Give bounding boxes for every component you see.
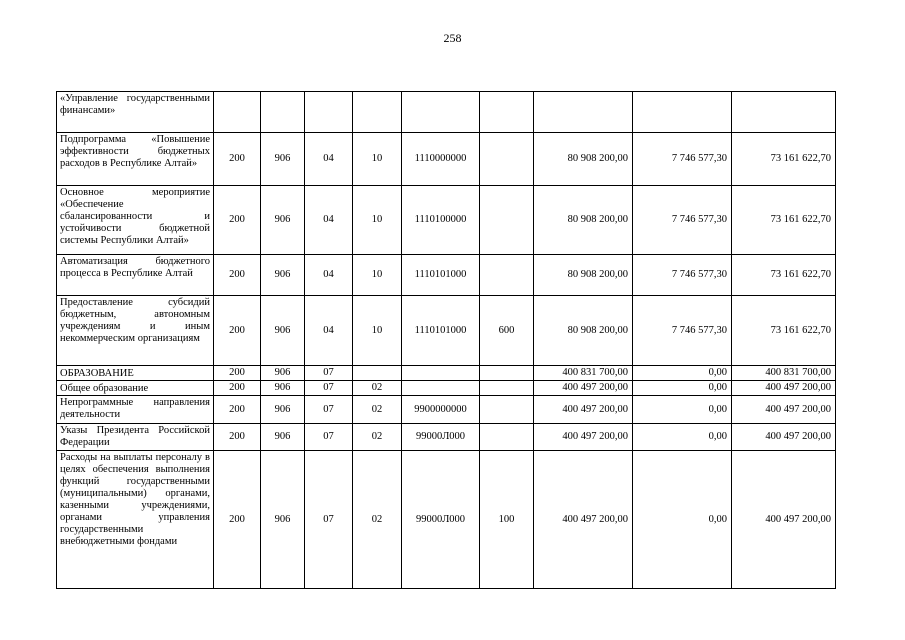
cell-code-3: 04	[305, 133, 353, 186]
cell-amount-2: 0,00	[633, 424, 732, 451]
table-row	[57, 255, 836, 296]
cell-code-5: 9900000000	[402, 396, 480, 424]
cell-amount-3	[732, 92, 836, 133]
cell-code-4: 10	[353, 133, 402, 186]
cell-code-1: 200	[214, 424, 261, 451]
cell-code-5: 1110101000	[402, 255, 480, 296]
cell-amount-1: 80 908 200,00	[534, 133, 633, 186]
cell-amount-2	[633, 92, 732, 133]
table-row	[57, 133, 836, 186]
cell-amount-2: 7 746 577,30	[633, 296, 732, 366]
cell-code-2	[261, 92, 305, 133]
cell-code-6	[480, 186, 534, 255]
cell-code-6: 100	[480, 451, 534, 589]
cell-code-2: 906	[261, 424, 305, 451]
cell-code-1: 200	[214, 296, 261, 366]
cell-amount-2: 7 746 577,30	[633, 186, 732, 255]
cell-code-1: 200	[214, 381, 261, 396]
cell-amount-3: 400 497 200,00	[732, 451, 836, 589]
cell-amount-2: 7 746 577,30	[633, 133, 732, 186]
row-name: Подпрограмма «Повышение эффективности бюджетных расходов в Республике Алтай»	[57, 133, 214, 186]
cell-amount-1	[534, 92, 633, 133]
cell-amount-3: 73 161 622,70	[732, 133, 836, 186]
cell-amount-1: 80 908 200,00	[534, 186, 633, 255]
cell-code-3: 07	[305, 366, 353, 381]
cell-code-2: 906	[261, 296, 305, 366]
row-name: Общее образование	[57, 381, 214, 396]
cell-amount-1: 80 908 200,00	[534, 296, 633, 366]
cell-amount-1: 400 497 200,00	[534, 396, 633, 424]
row-name: Непрограммные направления деятельности	[57, 396, 214, 424]
cell-amount-1: 400 497 200,00	[534, 451, 633, 589]
table-row	[57, 92, 836, 133]
table-row	[57, 424, 836, 451]
cell-code-2: 906	[261, 366, 305, 381]
cell-amount-2: 0,00	[633, 381, 732, 396]
cell-amount-2: 0,00	[633, 396, 732, 424]
table-row	[57, 366, 836, 381]
cell-amount-3: 400 497 200,00	[732, 424, 836, 451]
cell-code-2: 906	[261, 133, 305, 186]
table-row	[57, 296, 836, 366]
cell-code-5	[402, 381, 480, 396]
cell-code-5: 1110000000	[402, 133, 480, 186]
cell-code-6	[480, 381, 534, 396]
cell-code-3: 07	[305, 396, 353, 424]
cell-code-2: 906	[261, 255, 305, 296]
row-name: Автоматизация бюджетного процесса в Республике Алтай	[57, 255, 214, 296]
cell-code-3	[305, 92, 353, 133]
row-name: «Управление государственными финансами»	[57, 92, 214, 133]
cell-code-6: 600	[480, 296, 534, 366]
budget-table	[56, 91, 836, 589]
cell-code-6	[480, 255, 534, 296]
cell-code-2: 906	[261, 396, 305, 424]
cell-code-5: 99000Л000	[402, 451, 480, 589]
cell-code-6	[480, 366, 534, 381]
cell-code-6	[480, 424, 534, 451]
cell-amount-2: 0,00	[633, 451, 732, 589]
cell-amount-1: 400 497 200,00	[534, 424, 633, 451]
cell-amount-3: 73 161 622,70	[732, 255, 836, 296]
row-name: Указы Президента Российской Федерации	[57, 424, 214, 451]
cell-amount-3: 400 831 700,00	[732, 366, 836, 381]
row-name: Основное мероприятие «Обеспечение сбалансированности и устойчивости бюджетной системы Республики Алтай»	[57, 186, 214, 255]
budget-table-body	[57, 92, 836, 589]
cell-code-6	[480, 133, 534, 186]
cell-code-4: 10	[353, 186, 402, 255]
cell-code-1: 200	[214, 133, 261, 186]
cell-code-3: 07	[305, 451, 353, 589]
cell-code-1: 200	[214, 366, 261, 381]
cell-code-4	[353, 366, 402, 381]
cell-amount-1: 400 497 200,00	[534, 381, 633, 396]
cell-code-5	[402, 92, 480, 133]
cell-amount-3: 73 161 622,70	[732, 296, 836, 366]
cell-code-6	[480, 92, 534, 133]
cell-code-1: 200	[214, 255, 261, 296]
cell-amount-1: 80 908 200,00	[534, 255, 633, 296]
cell-code-2: 906	[261, 186, 305, 255]
cell-amount-3: 73 161 622,70	[732, 186, 836, 255]
cell-code-4: 02	[353, 381, 402, 396]
table-row	[57, 186, 836, 255]
page-number: 258	[443, 31, 462, 45]
cell-code-4: 02	[353, 424, 402, 451]
cell-code-6	[480, 396, 534, 424]
row-name: Расходы на выплаты персоналу в целях обеспечения выполнения функций государственными (муниципальными) органами, казенными учреждениями, органами управления государственными внебюджетными фондами	[57, 451, 214, 589]
cell-code-4: 10	[353, 255, 402, 296]
cell-code-3: 04	[305, 186, 353, 255]
row-name: ОБРАЗОВАНИЕ	[57, 366, 214, 381]
table-row	[57, 396, 836, 424]
cell-code-3: 04	[305, 296, 353, 366]
cell-code-1: 200	[214, 451, 261, 589]
cell-code-1: 200	[214, 396, 261, 424]
cell-code-3: 07	[305, 381, 353, 396]
cell-code-5	[402, 366, 480, 381]
cell-code-4	[353, 92, 402, 133]
cell-amount-2: 0,00	[633, 366, 732, 381]
cell-code-4: 02	[353, 451, 402, 589]
table-row	[57, 381, 836, 396]
cell-amount-3: 400 497 200,00	[732, 381, 836, 396]
cell-amount-1: 400 831 700,00	[534, 366, 633, 381]
cell-code-3: 04	[305, 255, 353, 296]
row-name: Предоставление субсидий бюджетным, автономным учреждениям и иным некоммерческим организациям	[57, 296, 214, 366]
cell-code-5: 99000Л000	[402, 424, 480, 451]
cell-code-5: 1110100000	[402, 186, 480, 255]
cell-code-5: 1110101000	[402, 296, 480, 366]
cell-code-3: 07	[305, 424, 353, 451]
table-row	[57, 451, 836, 589]
cell-code-1	[214, 92, 261, 133]
cell-code-2: 906	[261, 451, 305, 589]
cell-code-1: 200	[214, 186, 261, 255]
cell-amount-3: 400 497 200,00	[732, 396, 836, 424]
cell-code-2: 906	[261, 381, 305, 396]
cell-code-4: 02	[353, 396, 402, 424]
cell-amount-2: 7 746 577,30	[633, 255, 732, 296]
cell-code-4: 10	[353, 296, 402, 366]
